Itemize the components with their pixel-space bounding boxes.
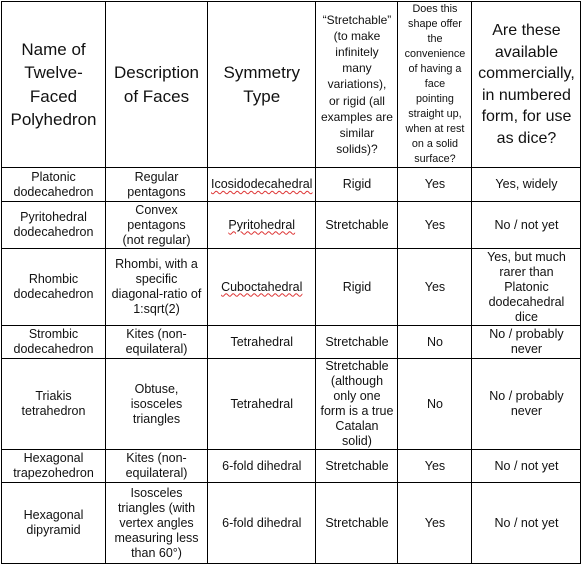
- cell-face-up: No: [398, 326, 472, 359]
- cell-face-up: Yes: [398, 450, 472, 483]
- cell-stretchable: Stretchable: [316, 483, 398, 564]
- cell-faces: Isosceles triangles (with vertex angles measuring less than 60°): [106, 483, 208, 564]
- cell-faces: Kites (non- equilateral): [106, 450, 208, 483]
- table-row: [2, 359, 581, 450]
- cell-name: Triakis tetrahedron: [2, 359, 106, 450]
- cell-name: Hexagonal dipyramid: [2, 483, 106, 564]
- cell-dice: Yes, but much rarer than Platonic dodecahedral dice: [472, 249, 581, 326]
- cell-symmetry: Cuboctahedral: [208, 249, 316, 326]
- cell-faces: Obtuse, isosceles triangles: [106, 359, 208, 450]
- cell-faces: Kites (non- equilateral): [106, 326, 208, 359]
- cell-dice: No / probably never: [472, 326, 581, 359]
- cell-name: Hexagonal trapezohedron: [2, 450, 106, 483]
- cell-faces: Regular pentagons: [106, 168, 208, 202]
- cell-symmetry: 6-fold dihedral: [208, 483, 316, 564]
- table-row: [2, 202, 581, 249]
- header-face-up: Does this shape offer the convenience of having a face pointing straight up, when at rest on a solid surface?: [398, 2, 472, 168]
- header-name: Name of Twelve- Faced Polyhedron: [2, 2, 106, 168]
- cell-face-up: Yes: [398, 168, 472, 202]
- table-row: [2, 450, 581, 483]
- header-row: [2, 2, 581, 168]
- table-row: [2, 249, 581, 326]
- cell-symmetry: Tetrahedral: [208, 359, 316, 450]
- header-faces: Description of Faces: [106, 2, 208, 168]
- cell-stretchable: Rigid: [316, 249, 398, 326]
- table-row: [2, 168, 581, 202]
- cell-symmetry: Tetrahedral: [208, 326, 316, 359]
- cell-face-up: Yes: [398, 202, 472, 249]
- polyhedra-table: [1, 1, 581, 564]
- header-dice: Are these available commercially, in numbered form, for use as dice?: [472, 2, 581, 168]
- cell-name: Strombic dodecahedron: [2, 326, 106, 359]
- cell-dice: No / not yet: [472, 450, 581, 483]
- header-symmetry: Symmetry Type: [208, 2, 316, 168]
- cell-symmetry: 6-fold dihedral: [208, 450, 316, 483]
- header-stretchable: “Stretchable” (to make infinitely many variations), or rigid (all examples are similar solids)?: [316, 2, 398, 168]
- cell-dice: Yes, widely: [472, 168, 581, 202]
- cell-stretchable: Stretchable: [316, 450, 398, 483]
- table-row: [2, 326, 581, 359]
- cell-dice: No / probably never: [472, 359, 581, 450]
- cell-symmetry: Pyritohedral: [208, 202, 316, 249]
- cell-face-up: Yes: [398, 249, 472, 326]
- cell-stretchable: Stretchable: [316, 202, 398, 249]
- cell-name: Pyritohedral dodecahedron: [2, 202, 106, 249]
- table-row: [2, 483, 581, 564]
- cell-stretchable: Stretchable (although only one form is a true Catalan solid): [316, 359, 398, 450]
- cell-faces: Convex pentagons (not regular): [106, 202, 208, 249]
- cell-stretchable: Rigid: [316, 168, 398, 202]
- cell-symmetry: Icosidodecahedral: [208, 168, 316, 202]
- cell-dice: No / not yet: [472, 202, 581, 249]
- cell-face-up: No: [398, 359, 472, 450]
- cell-name: Platonic dodecahedron: [2, 168, 106, 202]
- cell-face-up: Yes: [398, 483, 472, 564]
- cell-stretchable: Stretchable: [316, 326, 398, 359]
- cell-name: Rhombic dodecahedron: [2, 249, 106, 326]
- cell-dice: No / not yet: [472, 483, 581, 564]
- cell-faces: Rhombi, with a specific diagonal-ratio of 1:sqrt(2): [106, 249, 208, 326]
